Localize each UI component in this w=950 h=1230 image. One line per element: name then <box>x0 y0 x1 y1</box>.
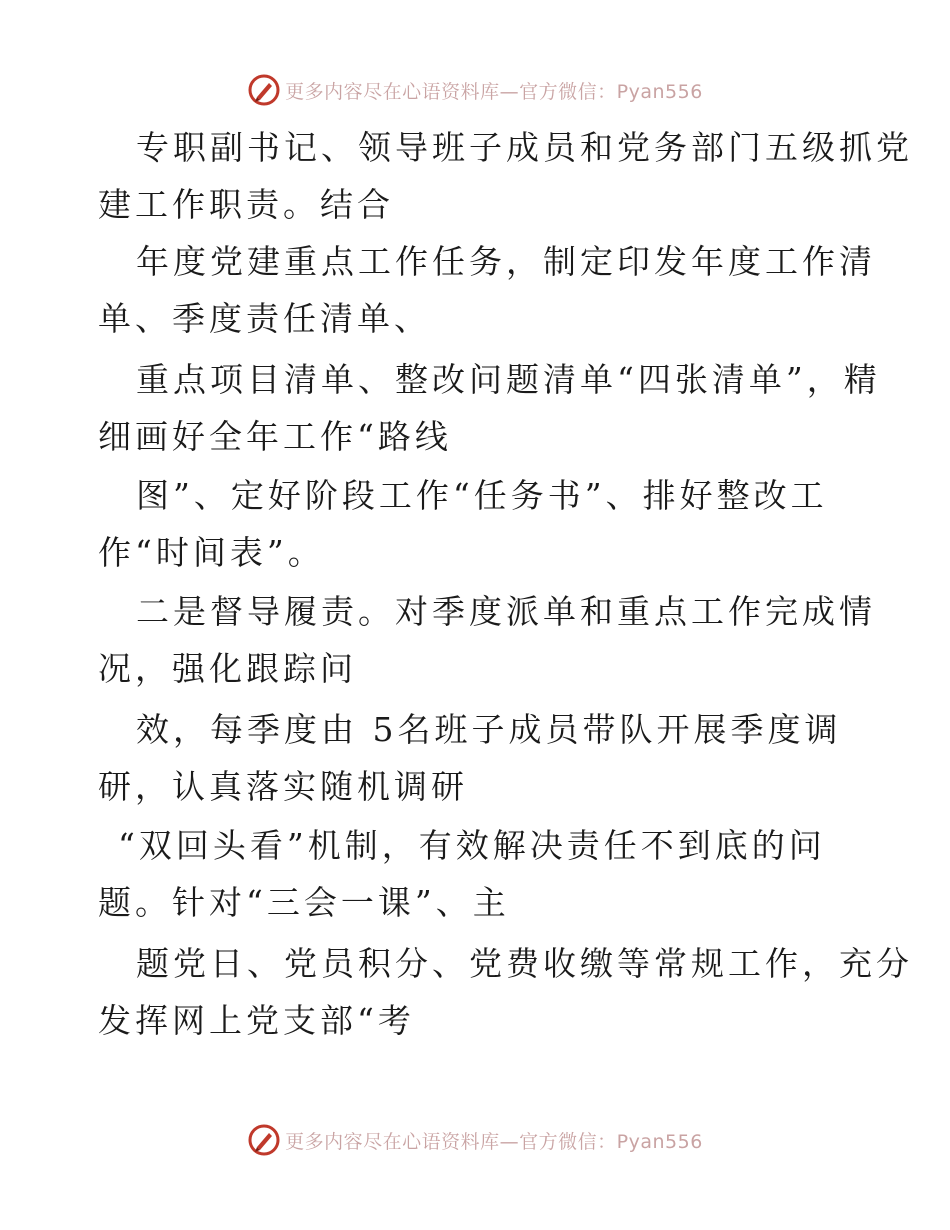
body-line: 题。针对“三会一课”、主 <box>98 883 510 922</box>
body-line: 况，强化跟踪问 <box>98 649 357 688</box>
pen-in-circle-logo-icon <box>247 73 281 107</box>
body-line: 发挥网上党支部“考 <box>98 1001 415 1040</box>
body-line: “双回头看”机制，有效解决责任不到底的问 <box>118 826 826 865</box>
body-line: 细画好全年工作“路线 <box>98 417 452 456</box>
header-watermark <box>0 70 950 110</box>
body-line: 重点项目清单、整改问题清单“四张清单”，精 <box>136 360 881 399</box>
body-line: 年度党建重点工作任务，制定印发年度工作清 <box>136 242 876 281</box>
body-line: 二是督导履责。对季度派单和重点工作完成情 <box>136 592 876 631</box>
body-line: 图”、定好阶段工作“任务书”、排好整改工 <box>136 476 828 515</box>
body-line: 作“时间表”。 <box>98 533 325 572</box>
watermark-text: 更多内容尽在心语资料库—官方微信：Pyan556 <box>285 80 703 103</box>
body-line: 研，认真落实随机调研 <box>98 767 468 806</box>
body-line: 题党日、党员积分、党费收缴等常规工作，充分 <box>136 944 913 983</box>
watermark-text: 更多内容尽在心语资料库—官方微信：Pyan556 <box>285 1130 703 1153</box>
body-line: 效，每季度由 5名班子成员带队开展季度调 <box>136 710 842 749</box>
body-line: 单、季度责任清单、 <box>98 299 431 338</box>
body-line: 专职副书记、领导班子成员和党务部门五级抓党 <box>136 128 913 167</box>
body-line: 建工作职责。结合 <box>98 185 394 224</box>
footer-watermark <box>0 1120 950 1160</box>
pen-in-circle-logo-icon <box>247 1123 281 1157</box>
